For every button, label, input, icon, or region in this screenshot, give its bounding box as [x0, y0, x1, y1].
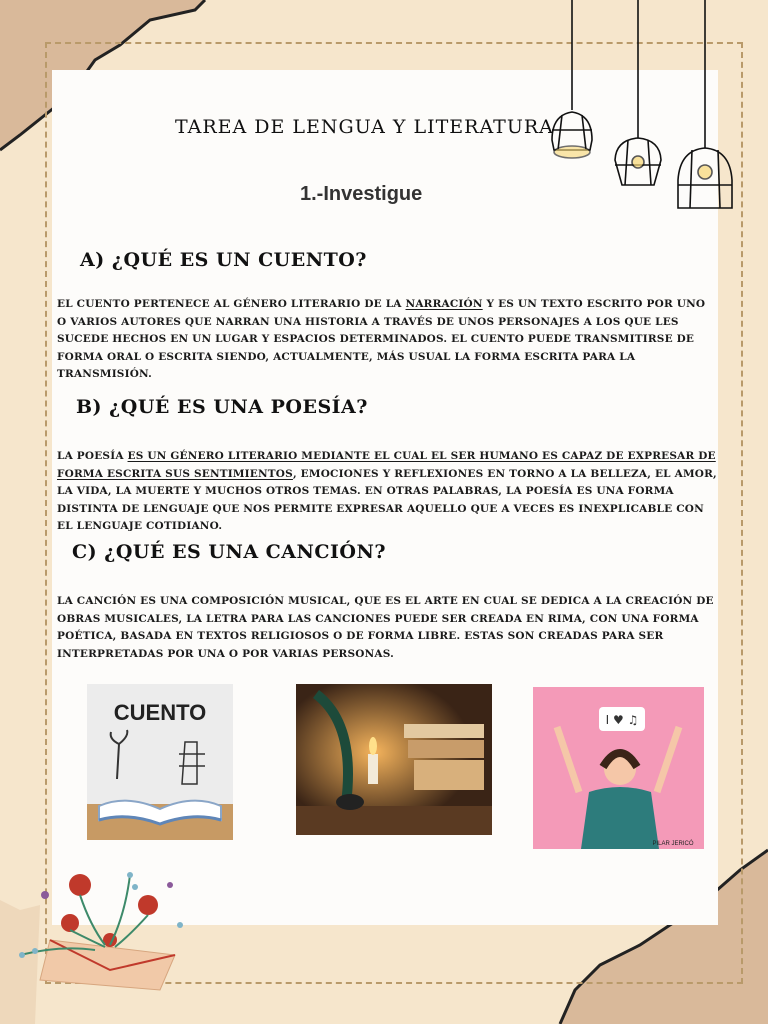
hanging-lamps-icon [540, 0, 760, 220]
flowers-envelope-icon [10, 865, 200, 995]
poesia-image [296, 684, 492, 835]
cancion-image [533, 687, 704, 849]
section-b-paragraph: LA POESÍA ES UN GÉNERO LITERARIO MEDIANTE EL CUAL EL SER HUMANO ES CAPAZ DE EXPRESAR DE FORMA ESCRITA SUS SENTIMIENTOS, EMOCIONES Y REFLEXIONES EN TORNO A LA BELLEZA, EL AMOR, LA VIDA, LA MUERTE Y MUCHOS OTROS TEMAS. EN OTRAS PALABRAS, LA POESÍA ES UNA FORMA DISTINTA DE LENGUAJE QUE NOS PERMITE EXPRESAR AQUELLO QUE A VECES ES INEXPLICABLE CON EL LENGUAJE COTIDIANO. [57, 450, 717, 532]
quill-candle-icon [296, 684, 492, 835]
cuento-image [87, 684, 233, 840]
page-subtitle: 1.-Investigue [300, 183, 423, 205]
section-a-heading: A) ¿QUÉ ES UN CUENTO? [80, 249, 367, 271]
section-a-paragraph: EL CUENTO PERTENECE AL GÉNERO LITERARIO DE LA NARRACIÓN Y ES UN TEXTO ESCRITO POR UNO O VARIOS AUTORES QUE NARRAN UNA HISTORIA A TRAVÉS DE UNOS PERSONAJES A LOS QUE LES SUCEDE HECHOS EN UN LUGAR Y ESPACIOS DETERMINADOS. EL CUENTO PUEDE TRANSMITIRSE DE FORMA ORAL O ESCRITA SIENDO, ACTUALMENTE, MÁS USUAL LA FORMA ESCRITA PARA LA TRANSMISIÓN. [57, 298, 706, 380]
section-b-heading: B) ¿QUÉ ES UNA POESÍA? [76, 396, 368, 418]
section-c-heading: C) ¿QUÉ ES UNA CANCIÓN? [72, 541, 386, 563]
section-c-paragraph: LA CANCIÓN ES UNA COMPOSICIÓN MUSICAL, QUE ES EL ARTE EN CUAL SE DEDICA A LA CREACIÓN DE OBRAS MUSICALES, LA LETRA PARA LAS CANCIONES PUEDE SER CREADA EN RIMA, CON UNA FORMA POÉTICA, BASADA EN TEXTOS RELIGIOSOS O DE FORMA LIBRE. ESTAS SON CREADAS PARA SER INTERPRETADAS POR UNA O POR VARIAS PERSONAS. [57, 595, 714, 660]
music-girl-icon [533, 687, 704, 849]
open-book-icon [87, 684, 233, 840]
music-bubble: I ♥ ♫ [605, 713, 639, 727]
song-credit: PILAR JERICÓ [652, 841, 694, 847]
cuento-label: CUENTO [113, 700, 207, 725]
page-title: TAREA DE LENGUA Y LITERATURA [175, 116, 554, 138]
